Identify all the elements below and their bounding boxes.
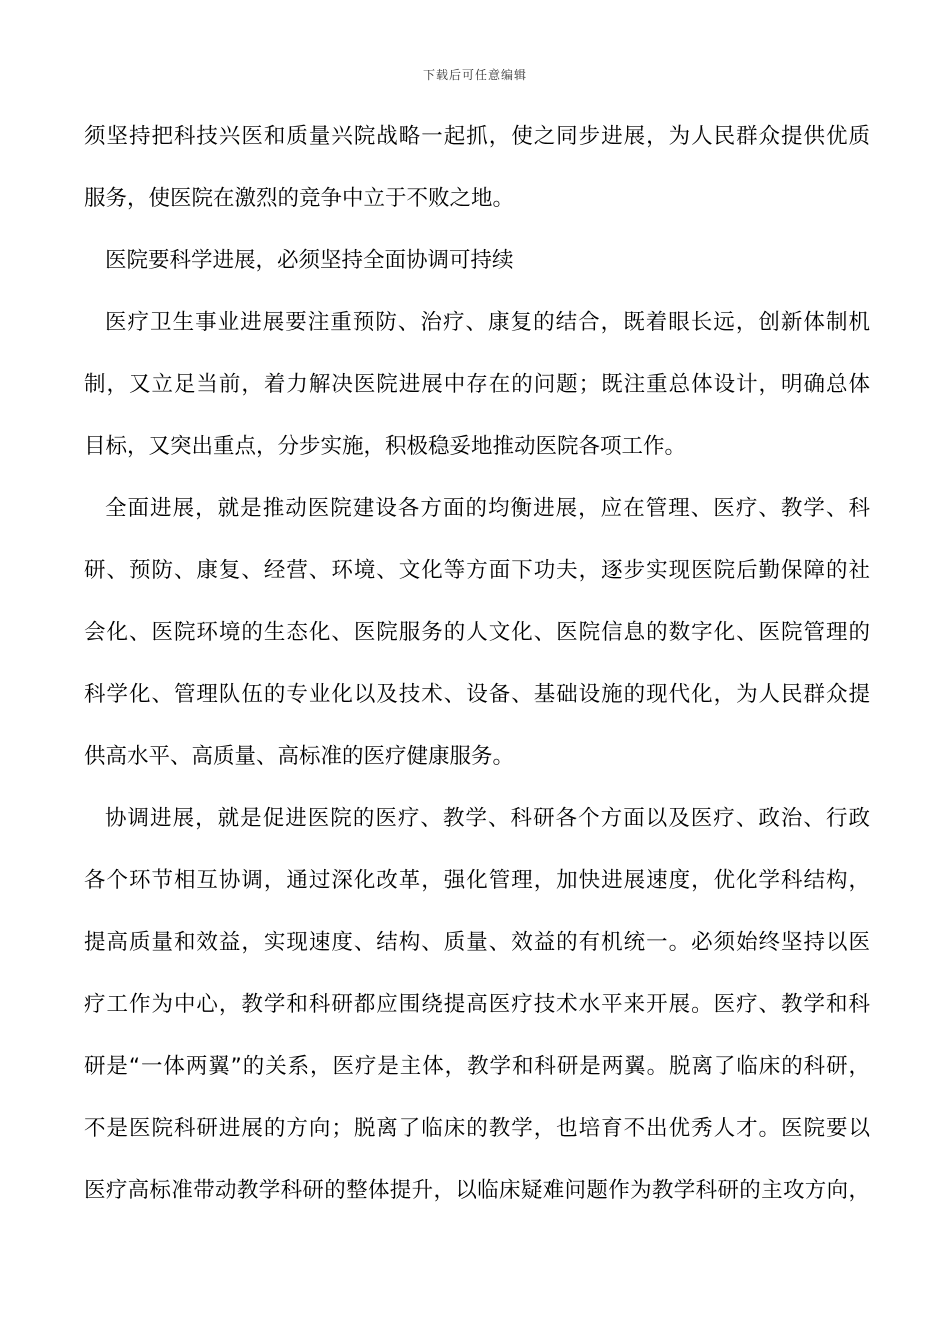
text-line: 供高水平、高质量、高标准的医疗健康服务。 [84,744,515,769]
text-line: 各个环节相互协调，通过深化改革，强化管理，加快进展速度，优化学科结构， [84,868,870,893]
text-line: 服务，使医院在激烈的竞争中立于不败之地。 [84,186,515,211]
text-line: 目标，又突出重点，分步实施，积极稳妥地推动医院各项工作。 [84,434,687,459]
text-line: 会化、医院环境的生态化、医院服务的人文化、医院信息的数字化、医院管理的 [84,620,870,645]
text-line: 制，又立足当前，着力解决医院进展中存在的问题；既注重总体设计，明确总体 [84,372,870,397]
text-line: 须坚持把科技兴医和质量兴院战略一起抓，使之同步进展，为人民群众提供优质 [84,124,870,149]
section-heading: 医院要科学进展，必须坚持全面协调可持续 [105,248,514,273]
text-line: 研、预防、康复、经营、环境、文化等方面下功夫，逐步实现医院后勤保障的社 [84,558,870,583]
text-line: 不是医院科研进展的方向；脱离了临床的教学，也培育不出优秀人才。医院要以 [84,1116,870,1141]
page-header: 下载后可任意编辑 [422,68,527,82]
text-line: 提高质量和效益，实现速度、结构、质量、效益的有机统一。必须始终坚持以医 [84,930,870,955]
document-body [84,114,870,1230]
text-line: 疗工作为中心，教学和科研都应围绕提高医疗技术水平来开展。医疗、教学和科 [84,992,870,1017]
text-line: 医疗高标准带动教学科研的整体提升，以临床疑难问题作为教学科研的主攻方向， [84,1178,870,1203]
text-line: 协调进展，就是促进医院的医疗、教学、科研各个方面以及医疗、政治、行政 [105,806,870,831]
text-line: 全面进展，就是推动医院建设各方面的均衡进展，应在管理、医疗、教学、科 [105,496,870,521]
text-line: 科学化、管理队伍的专业化以及技术、设备、基础设施的现代化，为人民群众提 [84,682,870,707]
text-line: 研是“一体两翼”的关系，医疗是主体，教学和科研是两翼。脱离了临床的科研， [84,1054,870,1079]
text-line: 医疗卫生事业进展要注重预防、治疗、康复的结合，既着眼长远，创新体制机 [105,310,870,335]
